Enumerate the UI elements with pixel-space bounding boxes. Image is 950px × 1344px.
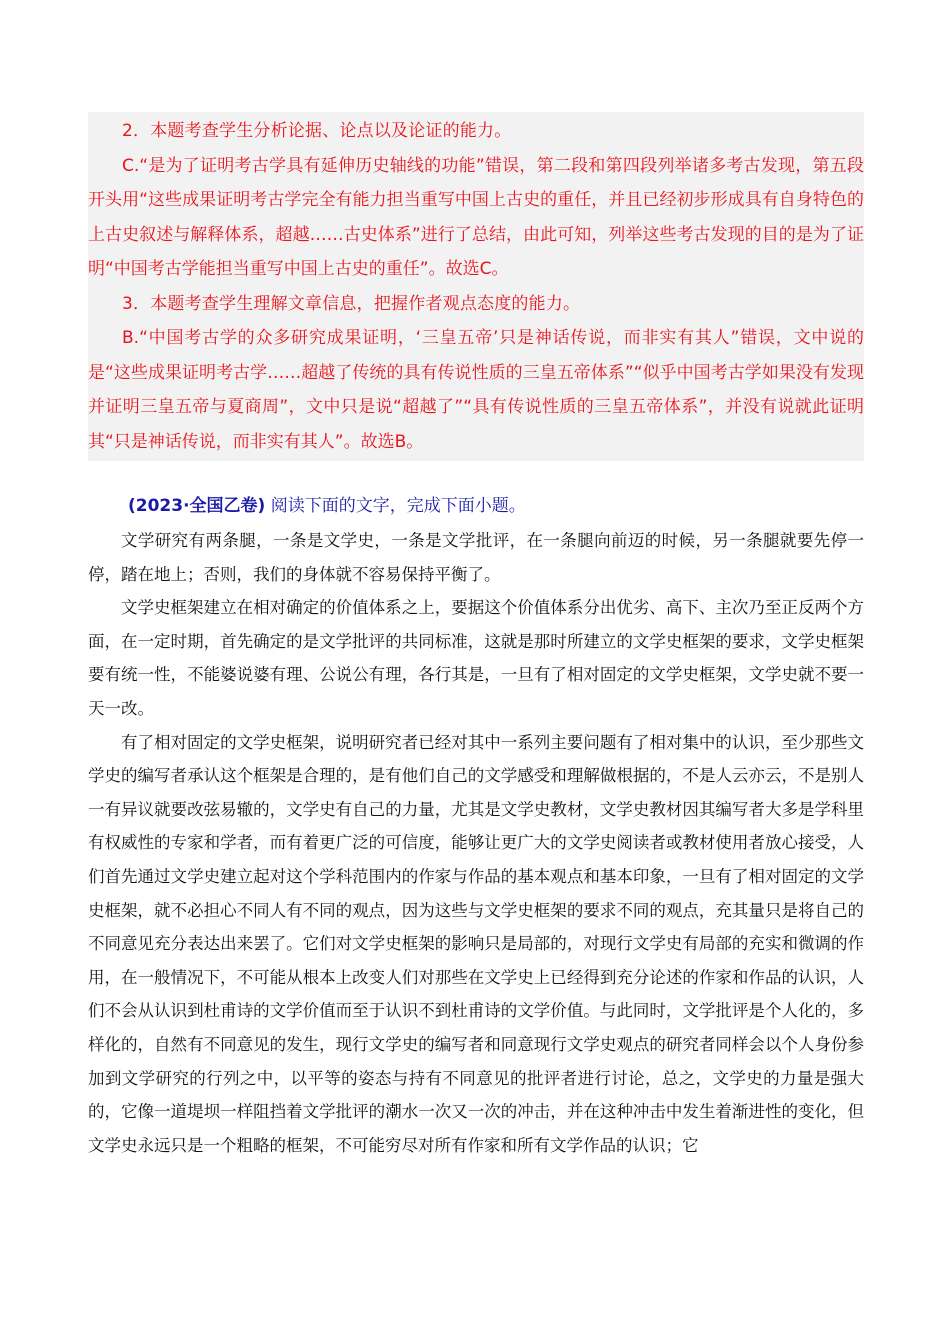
q3-explanation: B.“中国考古学的众多研究成果证明，‘三皇五帝’只是神话传说，而非实有其人”错误，文中说的是“这些成果证明考古学……超越了传统的具有传说性质的三皇五帝体系”“似乎中国考古学如果没有发现并证明三皇五帝与夏商周”，文中只是说“超越了”“具有传说性质的三皇五帝体系”，并没有说就此证明其“只是神话传说，而非实有其人”。故选B。 <box>88 328 864 452</box>
question-source-line <box>128 490 868 522</box>
q2-explanation: C.“是为了证明考古学具有延伸历史轴线的功能”错误，第二段和第四段列举诸多考古发现，第五段开头用“这些成果证明考古学完全有能力担当重写中国上古史的重任，并且已经初步形成具有自身特色的上古史叙述与解释体系，超越……古史体系”进行了总结，由此可知，列举这些考古发现的目的是为了证明“中国考古学能担当重写中国上古史的重任”。故选C。 <box>88 155 864 279</box>
reading-instruction: 阅读下面的文字，完成下面小题。 <box>265 496 526 516</box>
q3-heading: 3．本题考查学生理解文章信息，把握作者观点态度的能力。 <box>122 293 581 314</box>
passage-paragraph-1: 文学研究有两条腿，一条是文学史，一条是文学批评，在一条腿向前迈的时候，另一条腿就要先停一停，踏在地上；否则，我们的身体就不容易保持平衡了。 <box>88 531 864 584</box>
passage-paragraph-2: 文学史框架建立在相对确定的价值体系之上，要据这个价值体系分出优劣、高下、主次乃至正反两个方面，在一定时期，首先确定的是文学批评的共同标准，这就是那时所建立的文学史框架的要求，文学史框架要有统一性，不能婆说婆有理、公说公有理，各行其是，一旦有了相对固定的文学史框架，文学史就不要一天一改。 <box>88 598 864 718</box>
exam-source-tag: (2023·全国乙卷) <box>128 496 266 516</box>
answer-explanation-box <box>88 112 864 461</box>
passage-paragraph-3: 有了相对固定的文学史框架，说明研究者已经对其中一系列主要问题有了相对集中的认识，至少那些文学史的编写者承认这个框架是合理的，是有他们自己的文学感受和理解做根据的，不是人云亦云，不是别人一有异议就要改弦易辙的，文学史有自己的力量，尤其是文学史教材，文学史教材因其编写者大多是学科里有权威性的专家和学者，而有着更广泛的可信度，能够让更广大的文学史阅读者或教材使用者放心接受，人们首先通过文学史建立起对这个学科范围内的作家与作品的基本观点和基本印象，一旦有了相对固定的文学史框架，就不必担心不同人有不同的观点，因为这些与文学史框架的要求不同的观点，充其量只是将自己的不同意见充分表达出来罢了。它们对文学史框架的影响只是局部的，对现行文学史有局部的充实和微调的作用，在一般情况下，不可能从根本上改变人们对那些在文学史上已经得到充分论述的作家和作品的认识，人们不会从认识到杜甫诗的文学价值而至于认识不到杜甫诗的文学价值。与此同时，文学批评是个人化的，多样化的，自然有不同意见的发生，现行文学史的编写者和同意现行文学史观点的研究者同样会以个人身份参加到文学研究的行列之中，以平等的姿态与持有不同意见的批评者进行讨论，总之，文学史的力量是强大的，它像一道堤坝一样阻挡着文学批评的潮水一次又一次的冲击，并在这种冲击中发生着渐进性的变化，但文学史永远只是一个粗略的框架，不可能穷尽对所有作家和所有文学作品的认识；它 <box>88 732 864 1155</box>
q2-heading: 2．本题考查学生分析论据、论点以及论证的能力。 <box>122 121 512 141</box>
reading-passage <box>88 524 864 1162</box>
